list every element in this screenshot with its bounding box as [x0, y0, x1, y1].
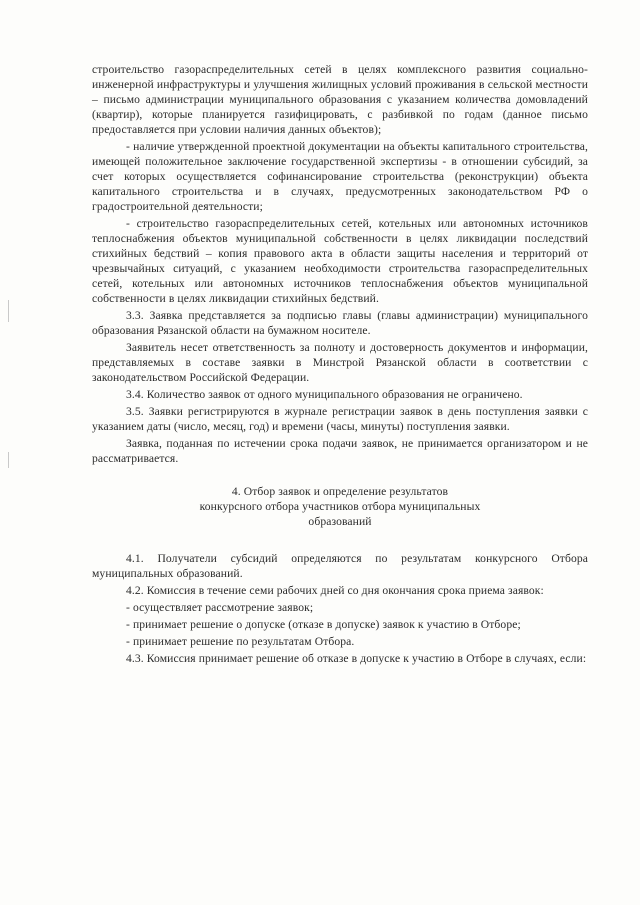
paragraph-4-3: 4.3. Комиссия принимает решение об отказе в допуске к участию в Отборе в случаях, если: [126, 652, 587, 665]
paragraph-3-4: 3.4. Количество заявок от одного муниципального образования не ограничено. [126, 388, 523, 401]
section-heading [92, 484, 588, 529]
scan-artifact-mark [8, 300, 9, 322]
paragraph-4-2: 4.2. Комиссия в течение семи рабочих дней со дня окончания срока приема заявок: [126, 584, 544, 597]
scan-artifact-mark [8, 452, 9, 468]
section-heading-line: образований [308, 515, 372, 528]
paragraph: Заявка, поданная по истечении срока подачи заявок, не принимается организатором и не рассматривается. [92, 437, 588, 465]
paragraph-3-5: 3.5. Заявки регистрируются в журнале регистрации заявок в день поступления заявки с указанием даты (число, месяц, год) и времени (часы, минуты) поступления заявки. [92, 405, 588, 433]
section-heading-line: 4. Отбор заявок и определение результатов [231, 485, 449, 498]
paragraph: строительство газораспределительных сетей в целях комплексного развития социально-инженерной инфраструктуры и улучшения жилищных условий проживания в сельской местности – письмо администрации муниципального образования с указанием количества домовладений (квартир), которые планируется газифицировать, с разбивкой по годам (данное письмо предоставляется при условии наличия данных объектов); [92, 63, 588, 136]
section-heading-line: конкурсного отбора участников отбора муниципальных [199, 500, 481, 513]
paragraph: Заявитель несет ответственность за полноту и достоверность документов и информации, представляемых в составе заявки в Минстрой Рязанской области в соответствии с законодательством Российской Федерации. [92, 341, 588, 384]
list-item: - принимает решение по результатам Отбора. [126, 635, 355, 648]
paragraph: - наличие утвержденной проектной документации на объекты капитального строительства, имеющей положительное заключение государственной экспертизы - в отношении субсидий, за счет которых осуществляется софинансирование строительства (реконструкции) объекта капитального строительства и в случаях, предусмотренных законодательством РФ о градостроительной деятельности; [92, 140, 588, 213]
list-item: - принимает решение о допуске (отказе в допуске) заявок к участию в Отборе; [126, 618, 521, 631]
document-body [92, 62, 588, 668]
paragraph: - строительство газораспределительных сетей, котельных или автономных источников теплоснабжения объектов муниципальной собственности в целях ликвидации последствий стихийных бедствий – копия правового акта в области защиты населения и территорий от чрезвычайных ситуаций, с указанием необходимости строительства газораспределительных сетей, котельных или автономных источников теплоснабжения объектов муниципальной собственности в целях ликвидации стихийных бедствий. [92, 217, 588, 305]
paragraph-3-3: 3.3. Заявка представляется за подписью главы (главы администрации) муниципального образования Рязанской области на бумажном носителе. [92, 309, 588, 337]
paragraph-4-1: 4.1. Получатели субсидий определяются по результатам конкурсного Отбора муниципальных образований. [92, 552, 588, 580]
list-item: - осуществляет рассмотрение заявок; [126, 601, 314, 614]
